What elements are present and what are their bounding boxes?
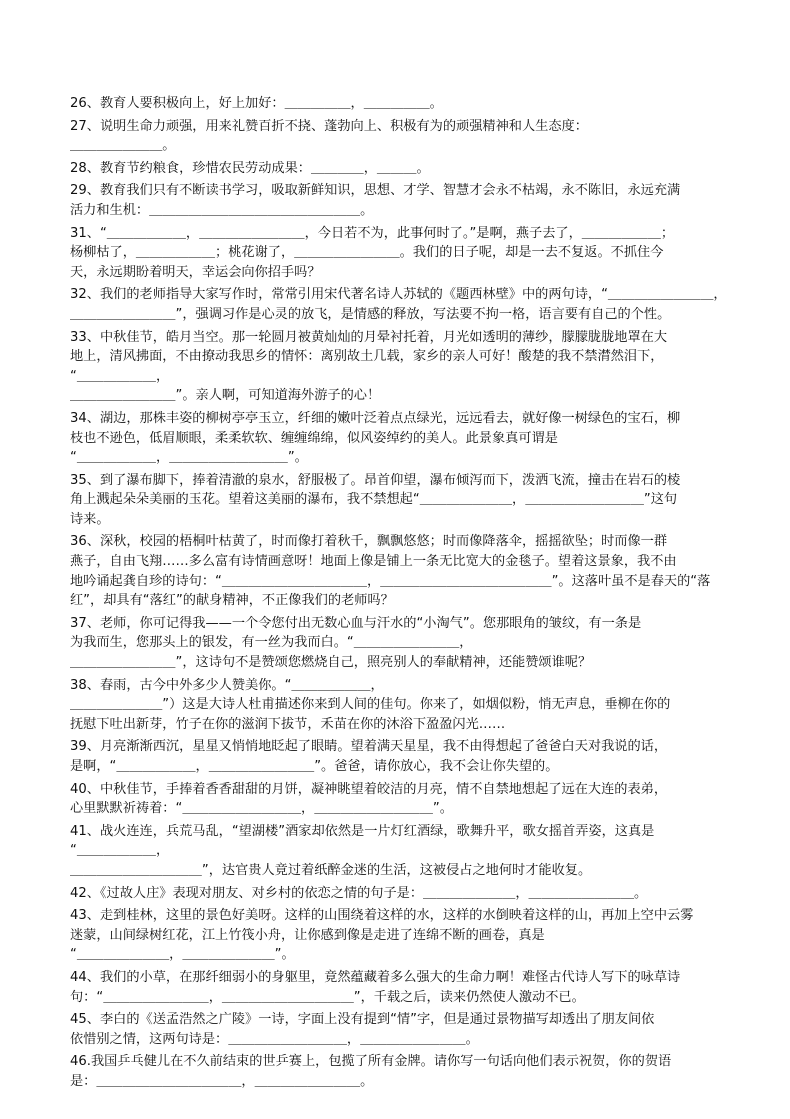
question-line: 枝也不逊色，低眉顺眼，柔柔软软、缠缠绵绵，似风姿绰约的美人。此景象真可谓是 [70, 430, 558, 446]
question-line: ＿＿＿＿＿＿＿＿”。亲人啊，可知道海外游子的心！ [70, 388, 381, 404]
question-line: 44、我们的小草，在那纤细弱小的身躯里，竟然蕴藏着多么强大的生命力啊！难怪古代诗人写下的咏草诗 [70, 969, 681, 985]
question-line: 43、走到桂林，这里的景色好美呀。这样的山围绕着这样的水，这样的水倒映着这样的山，再加上空中云雾 [70, 908, 694, 924]
question-block [70, 224, 770, 283]
question-line: 地上，清风拂面，不由撩动我思乡的情怀：离别故土几载，家乡的亲人可好！酸楚的我不禁潸然泪下， [70, 349, 664, 365]
question-line: 45、李白的《送孟浩然之广陵》一诗，字面上没有提到“情”字，但是通过景物描写却透出了朋友间依 [70, 1012, 655, 1028]
question-line: 41、战火连连，兵荒马乱，“望湖楼”酒家却依然是一片灯红酒绿，歌舞升平，歌女摇首弄姿，这真是 [70, 823, 655, 839]
question-line: 依惜别之情，这两句诗是：＿＿＿＿＿＿＿＿＿，＿＿＿＿＿＿＿＿。 [70, 1031, 479, 1047]
question-line: ＿＿＿＿＿＿＿＿”，强调习作是心灵的放飞，是情感的释放，写法要不拘一格，语言要有自己的个性。 [70, 306, 671, 322]
spacer [70, 1092, 770, 1095]
question-line: 32、我们的老师指导大家写作时，常常引用宋代著名诗人苏轼的《题西林壁》中的两句诗，“＿＿＿＿＿＿＿＿， [70, 287, 727, 303]
question-line: 诗来。 [70, 511, 110, 527]
question-line: 句：“＿＿＿＿＿＿＿＿，＿＿＿＿＿＿＿＿＿＿”，千载之后，读来仍然使人激动不已。 [70, 989, 585, 1005]
question-line: 33、中秋佳节，皓月当空。那一轮圆月被黄灿灿的月晕衬托着，月光如透明的薄纱，朦朦胧胧地罩在大 [70, 329, 668, 345]
question-line: 抚慰下吐出新芽，竹子在你的滋润下拔节，禾苗在你的沐浴下盈盈闪光…… [70, 716, 506, 732]
question-line: 杨柳枯了，＿＿＿＿＿＿；桃花谢了，＿＿＿＿＿＿＿＿。我们的日子呢，却是一去不复返。不抓住今 [70, 245, 664, 261]
question-line: 36、深秋，校园的梧桐叶枯黄了，时而像打着秋千，飘飘悠悠；时而像降落伞，摇摇欲坠；时而像一群 [70, 534, 668, 550]
question-block [70, 822, 770, 881]
question-block [70, 471, 770, 530]
question-line: 是：＿＿＿＿＿＿＿＿＿＿＿，＿＿＿＿＿＿＿＿。 [70, 1073, 374, 1089]
question-line: 27、说明生命力顽强，用来礼赞百折不挠、蓬勃向上、积极有为的顽强精神和人生态度： [70, 118, 588, 134]
question-line: 38、春雨，古今中外多少人赞美你。“＿＿＿＿＿＿， [70, 677, 384, 693]
question-line: 28、教育节约粮食，珍惜农民劳动成果：＿＿＿＿，＿＿＿。 [70, 160, 430, 176]
question-block [70, 884, 770, 904]
question-block [70, 94, 770, 114]
question-line: ＿＿＿＿＿＿＿。 [70, 138, 176, 154]
question-block [70, 159, 770, 179]
question-line: 39、月亮渐渐西沉，星星又悄悄地眨起了眼睛。望着满天星星，我不由得想起了爸爸白天对我说的话， [70, 739, 668, 755]
question-line: 37、老师，你可记得我——一个令您付出无数心血与汗水的“小淘气”。您那眼角的皱纹，有一条是 [70, 615, 642, 631]
question-line: 地吟诵起龚自珍的诗句：“＿＿＿＿＿＿＿＿＿＿＿，＿＿＿＿＿＿＿＿＿＿＿＿＿”。这落叶虽不是春天的“落 [70, 573, 711, 589]
question-block [70, 676, 770, 735]
question-block [70, 409, 770, 468]
question-block [70, 780, 770, 819]
question-line: 天，永远期盼着明天，幸运会向你招手吗？ [70, 264, 321, 280]
question-line: 35、到了瀑布脚下，捧着清澈的泉水，舒服极了。昂首仰望，瀑布倾泻而下，泼洒飞流，撞击在岩石的棱 [70, 472, 681, 488]
question-line: ＿＿＿＿＿＿＿＿”，这诗句不是赞颂您燃烧自己，照亮别人的奉献精神，还能赞颂谁呢？ [70, 655, 592, 671]
question-block [70, 328, 770, 406]
question-line: “＿＿＿＿＿＿， [70, 368, 170, 384]
question-block [70, 1052, 770, 1091]
question-line: “＿＿＿＿＿＿，＿＿＿＿＿＿＿＿＿”。 [70, 450, 308, 466]
question-line: 31、“＿＿＿＿＿＿，＿＿＿＿＿＿＿＿，今日若不为，此事何时了。”是啊，燕子去了，＿＿＿＿＿＿； [70, 225, 675, 241]
question-block [70, 968, 770, 1007]
question-line: 是啊，“＿＿＿＿＿＿，＿＿＿＿＿＿＿＿”。爸爸，请你放心，我不会让你失望的。 [70, 759, 559, 774]
question-line: 红”，却具有“落红”的献身精神，不正像我们的老师吗？ [70, 593, 394, 609]
question-block [70, 285, 770, 324]
question-line: ＿＿＿＿＿＿＿＿＿＿”，达官贵人竟过着纸醉金迷的生活，这被侵占之地何时才能收复。 [70, 862, 592, 878]
question-block [70, 614, 770, 673]
question-block [70, 906, 770, 965]
question-line: 角上溅起朵朵美丽的玉花。望着这美丽的瀑布，我不禁想起“＿＿＿＿＿＿＿，＿＿＿＿＿＿＿＿＿”这句 [70, 492, 678, 508]
question-line: “＿＿＿＿＿＿， [70, 843, 170, 859]
question-line: 29、教育我们只有不断读书学习，吸取新鲜知识，思想、才学、智慧才会永不枯竭，永不陈旧，永远充满 [70, 183, 681, 199]
question-line: 34、湖边，那株丰姿的柳树亭亭玉立，纤细的嫩叶泛着点点绿光，远远看去，就好像一树绿色的宝石，柳 [70, 410, 681, 426]
question-line: 心里默默祈祷着：“＿＿＿＿＿＿＿＿＿，＿＿＿＿＿＿＿＿＿”。 [70, 801, 453, 817]
question-block [70, 181, 770, 220]
question-block [70, 117, 770, 156]
question-block [70, 1010, 770, 1049]
question-line: 26、教育人要积极向上，好上加好：＿＿＿＿＿，＿＿＿＿＿。 [70, 96, 443, 111]
question-line: ＿＿＿＿＿＿＿”）这是大诗人杜甫描述你来到人间的佳句。你来了，如烟似粉，悄无声息，垂柳在你的 [70, 697, 671, 713]
question-line: 为我而生，您那头上的银发，有一丝为我而白。“＿＿＿＿＿＿＿＿， [70, 635, 473, 651]
question-block [70, 532, 770, 610]
question-line: 燕子，自由飞翔……多么富有诗情画意呀！地面上像是铺上一条无比宽大的金毯子。望着这景象，我不由 [70, 554, 677, 570]
question-line: 活力和生机：＿＿＿＿＿＿＿＿＿＿＿＿＿＿＿＿。 [70, 202, 374, 218]
question-line: 迷蒙，山间绿树红花，江上竹筏小舟，让你感到像是走进了连绵不断的画卷，真是 [70, 927, 545, 943]
question-line: “＿＿＿＿＿＿＿，＿＿＿＿＿＿＿”。 [70, 947, 295, 963]
question-line: 46.我国乒乓健儿在不久前结束的世乒赛上，包揽了所有金牌。请你写一句话向他们表示祝贺，你的贺语 [70, 1054, 672, 1070]
question-line: 40、中秋佳节，手捧着香香甜甜的月饼，凝神眺望着皎洁的月亮，情不自禁地想起了远在大连的表弟， [70, 781, 668, 797]
question-line: 42、《过故人庄》表现对朋友、对乡村的依恋之情的句子是：＿＿＿＿＿＿＿，＿＿＿＿＿＿＿＿。 [70, 885, 648, 901]
question-block [70, 737, 770, 776]
